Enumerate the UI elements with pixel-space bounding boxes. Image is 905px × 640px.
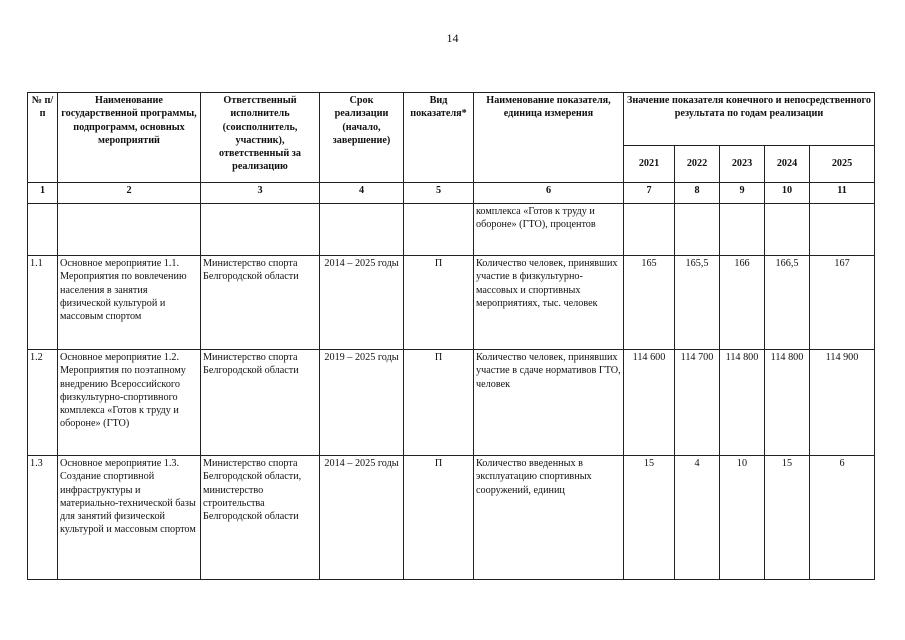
column-number: 7 [624,183,675,204]
column-number: 2 [58,183,201,204]
executor: Министерство спорта Белгородской области, министерство строительства Белгородской области [201,456,320,580]
indicator-name: Количество человек, принявших участие в физкультурно-массовых и спортивных мероприятиях, тыс. человек [474,256,624,350]
header-year: 2024 [765,146,810,183]
value-2025: 6 [810,456,875,580]
column-number: 9 [720,183,765,204]
value-2023: 166 [720,256,765,350]
event-name: Основное мероприятие 1.3. Создание спортивной инфраструктуры и материально-технической базы для занятий физической культурой и массовым спортом [58,456,201,580]
indicators-table [27,92,875,580]
term: 2019 – 2025 годы [320,350,404,456]
indicator-name: Количество введенных в эксплуатацию спортивных сооружений, единиц [474,456,624,580]
value-2023: 10 [720,456,765,580]
header-term: Срок реализации (начало, завершение) [320,93,404,183]
header-indicator-name: Наименование показателя, единица измерения [474,93,624,183]
continuation-row [28,204,875,256]
row-number: 1.2 [28,350,58,456]
value-2025: 167 [810,256,875,350]
indicator-cell: комплекса «Готов к труду и обороне» (ГТО), процентов [474,204,624,256]
column-number: 5 [404,183,474,204]
term: 2014 – 2025 годы [320,256,404,350]
value-2022: 114 700 [675,350,720,456]
table-row [28,256,875,350]
header-values-group: Значение показателя конечного и непосредственного результата по годам реализации [624,93,875,146]
table-row [28,456,875,580]
value-2021: 15 [624,456,675,580]
value-2024: 166,5 [765,256,810,350]
value-2024: 114 800 [765,350,810,456]
column-numbers-row [28,183,875,204]
page-number: 14 [446,31,459,45]
header-year: 2022 [675,146,720,183]
value-2024: 15 [765,456,810,580]
value-2021: 114 600 [624,350,675,456]
indicator-kind: П [404,456,474,580]
header-year: 2021 [624,146,675,183]
column-number: 8 [675,183,720,204]
value-2022: 4 [675,456,720,580]
header-row [28,93,875,146]
event-name: Основное мероприятие 1.1. Мероприятия по вовлечению населения в занятия физической культурой и массовым спортом [58,256,201,350]
header-year: 2023 [720,146,765,183]
row-number: 1.3 [28,456,58,580]
executor: Министерство спорта Белгородской области [201,256,320,350]
header-num: № п/п [28,93,58,183]
column-number: 3 [201,183,320,204]
column-number: 11 [810,183,875,204]
table-row [28,350,875,456]
executor: Министерство спорта Белгородской области [201,350,320,456]
column-number: 1 [28,183,58,204]
header-executor: Ответственный исполнитель (соисполнитель, участник), ответственный за реализацию [201,93,320,183]
indicator-name: Количество человек, принявших участие в сдаче нормативов ГТО, человек [474,350,624,456]
column-number: 10 [765,183,810,204]
column-number: 6 [474,183,624,204]
row-number: 1.1 [28,256,58,350]
term: 2014 – 2025 годы [320,456,404,580]
indicator-kind: П [404,256,474,350]
value-2023: 114 800 [720,350,765,456]
header-program-name: Наименование государственной программы, подпрограмм, основных мероприятий [58,93,201,183]
header-indicator-kind: Вид показателя* [404,93,474,183]
value-2022: 165,5 [675,256,720,350]
column-number: 4 [320,183,404,204]
indicator-kind: П [404,350,474,456]
value-2021: 165 [624,256,675,350]
header-year: 2025 [810,146,875,183]
value-2025: 114 900 [810,350,875,456]
event-name: Основное мероприятие 1.2. Мероприятия по поэтапному внедрению Всероссийского физкультурно-спортивного комплекса «Готов к труду и обороне» (ГТО) [58,350,201,456]
